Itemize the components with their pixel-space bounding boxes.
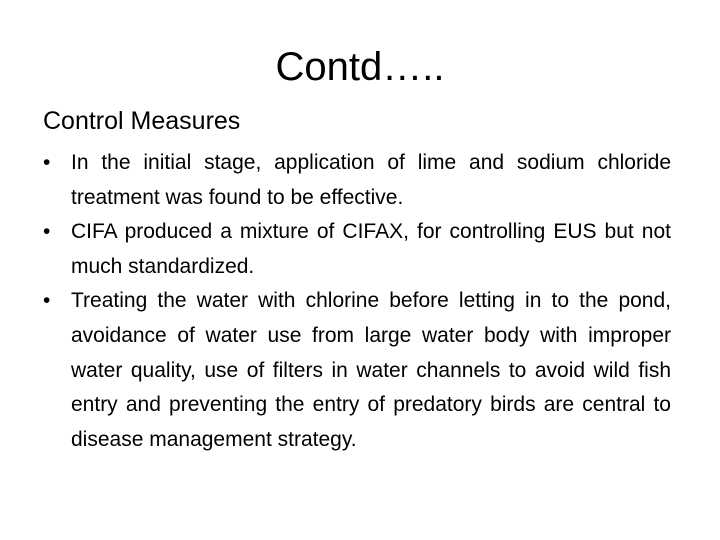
bullet-item: • In the initial stage, application of lime and sodium chloride treatment was found to be effective.	[43, 146, 671, 215]
slide-title	[0, 40, 720, 94]
slide-title-text: Contd…..	[275, 45, 445, 89]
bullet-item: • CIFA produced a mixture of CIFAX, for controlling EUS but not much standardized.	[43, 215, 671, 284]
bullet-item: • Treating the water with chlorine before letting in to the pond, avoidance of water use from large water body with improper water quality, use of filters in water channels to avoid wild fish entry and preventing the entry of predatory birds are central to disease management strategy.	[43, 284, 671, 457]
section-heading: Control Measures	[43, 107, 241, 135]
bullet-list	[43, 146, 671, 457]
